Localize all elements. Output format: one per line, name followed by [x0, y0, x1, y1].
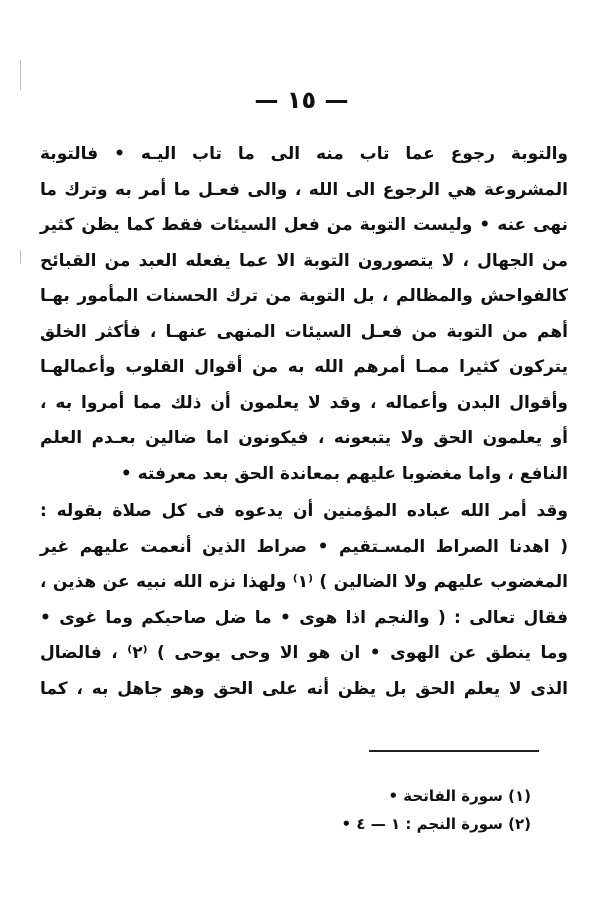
text-line: أو يعلمون الحق ولا يتبعونه ، فيكونون اما ضالين بعـدم العلم: [40, 428, 568, 448]
text-line: ( اهدنا الصراط المسـتقيم • صراط الذين أنعمت عليهم غير: [40, 536, 568, 557]
text-line: وأقوال البدن وأعماله ، وقد لا يعلمون أن ذلك مما أمروا به ،: [40, 392, 568, 413]
footnote-divider: [369, 750, 539, 752]
scan-edge-mark: [20, 250, 21, 264]
text-line: وقد أمر الله عباده المؤمنين أن يدعوه فى كل صلاة بقوله :: [40, 501, 568, 521]
text-line: الذى لا يعلم الحق بل يظن أنه على الحق وهو جاهل به ، كما: [40, 678, 568, 699]
text-line: يتركون كثيرا ممـا أمرهم الله به من أقوال القلوب وأعمالهـا: [40, 357, 568, 377]
text-line: فقال تعالى : ( والنجم اذا هوى • ما ضل صاحبكم وما غوى •: [40, 607, 568, 628]
text-line: النافع ، واما مغضوبا عليهم بمعاندة الحق بعد معرفته •: [120, 463, 568, 484]
footnote-1: (١) سورة الفاتحة •: [388, 787, 531, 805]
footnotes: [342, 782, 531, 838]
text-line: كالفواحش والمظالم ، بل التوبة من ترك الحسنات المأمور بهـا: [40, 286, 568, 306]
page-number: — ١٥ —: [254, 86, 349, 114]
text-line: نهى عنه • وليست التوبة من فعل السيئات فقط كما يظن كثير: [40, 215, 568, 235]
text-line: وما ينطق عن الهوى • ان هو الا وحى يوحى ) ⁽٢⁾ ، فالضال: [40, 643, 568, 663]
text-line: أهم من التوبة من فعـل السيئات المنهى عنهـا ، فأكثر الخلق: [40, 321, 568, 342]
paragraph-2: [40, 494, 568, 707]
footnote-2: (٢) سورة النجم : ١ — ٤ •: [341, 815, 531, 833]
text-line: المغضوب عليهم ولا الضالين ) ⁽١⁾ ولهذا نزه الله نبيه عن هذين ،: [40, 572, 568, 592]
text-line: من الجهال ، لا يتصورون التوبة الا عما يفعله العبد من القبائح: [40, 250, 568, 271]
text-line: والتوبة رجوع عما تاب منه الى ما تاب اليـه • فالتوبة: [40, 144, 568, 164]
text-line: المشروعة هي الرجوع الى الله ، والى فعـل ما أمر به وترك ما: [40, 179, 568, 200]
paragraph-1: [40, 137, 568, 492]
